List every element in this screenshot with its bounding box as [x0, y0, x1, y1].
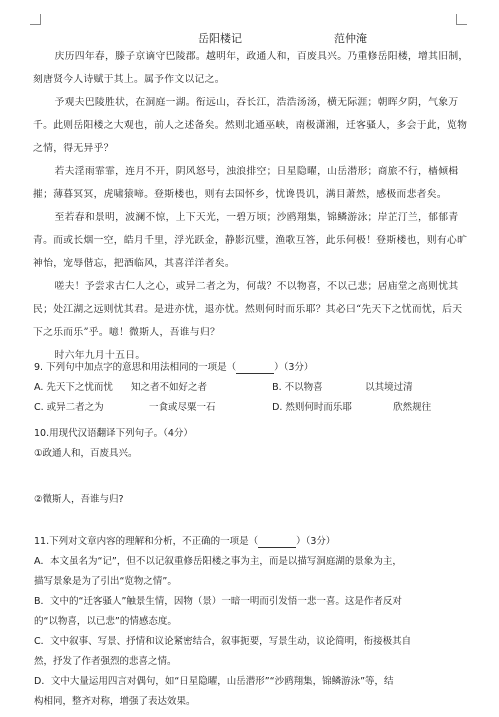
q11-option-b-line2: 的“以物喜，以已悲”的情感态度。: [34, 616, 177, 627]
q11-stem-end: ）（3分）: [296, 536, 336, 547]
passage-body: [33, 45, 469, 367]
q10-item-2: ②微斯人，吾谁与归?: [34, 494, 124, 505]
passage-title: 岳阳楼记: [198, 32, 242, 45]
question-11: [34, 532, 470, 712]
q10-stem: 10.用现代汉语翻译下列句子。（4分）: [34, 428, 193, 439]
q9-option-b-pair: 以其境过清: [365, 382, 413, 393]
q11-stem: 11.下列对文章内容的理解和分析，不正确的一项是（: [34, 536, 259, 547]
q11-option-a-line1: A．本文虽名为“记”，但不以记叙重修岳阳楼之事为主，而是以描写洞庭湖的景象为主，: [34, 556, 402, 567]
q9-option-d: D. 然则何时而乐耶: [272, 402, 352, 413]
q11-option-d-line1: D．文中大量运用四言对偶句，如“日星隐曜，山岳潜形”“沙鸥翔集，锦鳞游泳”等，结: [34, 676, 394, 687]
paragraph-5: 嗟夫！予尝求古仁人之心，或异二者之为，何哉？不以物喜，不以己悲；居庙堂之高则忧其民；处江湖之远则忧其君。是进亦忧，退亦忧。然则何时而乐耶？其必曰“先天下之忧而忧，后天下之乐而乐”乎。噫！微斯人，吾谁与归？: [33, 281, 463, 338]
paragraph-2: 予观夫巴陵胜状，在洞庭一湖。衔远山，吞长江，浩浩汤汤，横无际涯；朝晖夕阴，气象万千。此则岳阳楼之大观也，前人之述备矣。然则北通巫峡，南极潇湘，迁客骚人，多会于此，览物之情，得无异乎？: [33, 97, 468, 154]
q9-option-c: C. 或异二者之为: [34, 402, 104, 413]
passage-author: 范仲淹: [334, 32, 367, 45]
q11-option-b-line1: B．文中的“迁客骚人”触景生情，因物（景）一暗一明而引发悟一悲一喜。这是作者反对: [34, 596, 402, 607]
crop-mark-right: [456, 14, 467, 25]
q9-stem-end: ）（3分）: [274, 362, 314, 373]
paragraph-1: 庆历四年春，滕子京谪守巴陵郡。越明年，政通人和，百废具兴。乃重修岳阳楼，增其旧制，刻唐贤今人诗赋于其上。属予作文以记之。: [33, 51, 469, 85]
q11-answer-blank[interactable]: [258, 535, 296, 548]
q11-option-c-line2: 然，抒发了作者强烈的悲喜之情。: [34, 656, 177, 667]
q9-option-b: B. 不以物喜: [272, 382, 323, 393]
paragraph-3: 若夫淫雨霏霏，连月不开，阴风怒号，浊浪排空；日星隐曜，山岳潜形；商旅不行，樯倾楫摧；薄暮冥冥，虎啸猿啼。登斯楼也，则有去国怀乡，忧谗畏讥，满目萧然，感极而悲者矣。: [33, 166, 459, 200]
question-10-item-2: [34, 490, 470, 510]
q9-option-a-pair: 知之者不如好之者: [131, 382, 208, 393]
q11-option-c-line1: C．文中叙事、写景、抒情和议论紧密结合，叙事扼要，写景生动，议论简明，衔接极其自: [34, 636, 412, 647]
q9-answer-blank[interactable]: [236, 361, 274, 374]
q9-option-d-pair: 欣然规往: [393, 402, 432, 413]
paragraph-6: 时六年九月十五日。: [54, 350, 146, 361]
q10-item-1: ①政通人和，百废具兴。: [34, 448, 138, 459]
q9-option-a: A. 先天下之忧而忧: [34, 382, 113, 393]
question-9: [34, 358, 470, 418]
q9-stem: 9. 下列句中加点字的意思和用法相同的一项是（: [34, 362, 237, 373]
q11-option-d-line2: 构相同，整齐对称，增强了表达效果。: [34, 696, 196, 707]
crop-mark-left: [30, 14, 41, 25]
passage-header: [0, 30, 499, 44]
q9-option-c-pair: 一食或尽粟一石: [149, 402, 216, 413]
paragraph-4: 至若春和景明，波澜不惊，上下天光，一碧万顷；沙鸥翔集，锦鳞游泳；岸芷汀兰，郁郁青青。而或长烟一空，皓月千里，浮光跃金，静影沉璧，渔歌互答，此乐何极！登斯楼也，则有心旷神怡，宠辱偕忘，把酒临风，其喜洋洋者矣。: [33, 212, 468, 269]
q11-option-a-line2: 描写景象是为了引出“览物之情”。: [34, 576, 177, 587]
question-10: [34, 424, 470, 464]
